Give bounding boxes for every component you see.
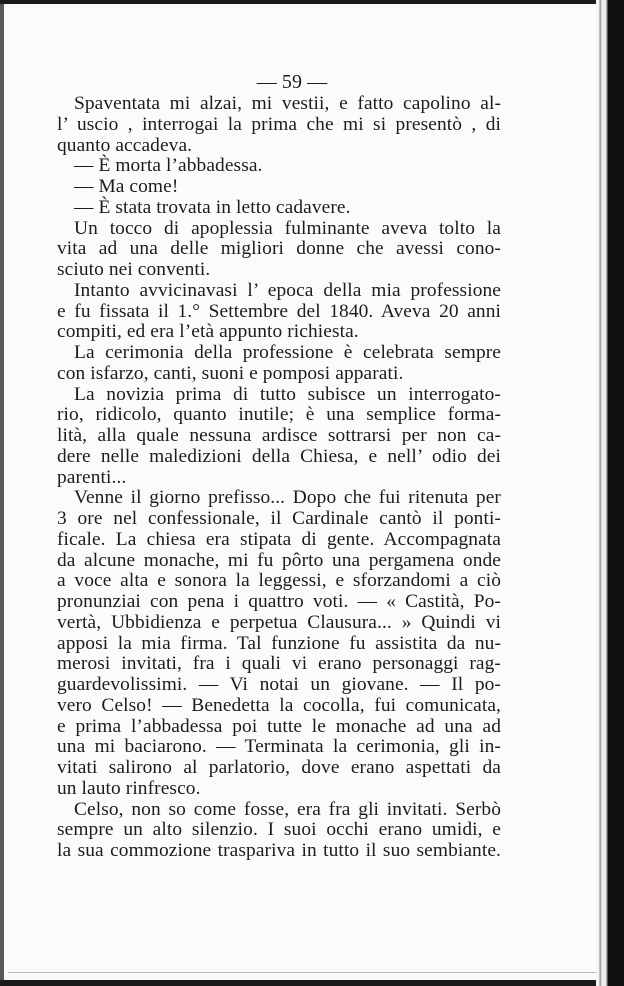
- text-line: guardevolissimi. — Vi notai un giovane. — Il po-: [57, 674, 501, 695]
- text-line: la sua commozione traspariva in tutto il suo sembiante.: [57, 840, 501, 861]
- text-line: La cerimonia della professione è celebrata sempre: [74, 342, 501, 363]
- text-line: La novizia prima di tutto subisce un interrogato-: [74, 383, 501, 405]
- text-line: e prima l’abbadessa poi tutte le monache ad una ad: [57, 715, 501, 737]
- text-line: una mi baciarono. — Terminata la cerimonia, gli in-: [57, 736, 501, 758]
- text-line: sempre un alto silenzio. I suoi occhi erano umidi, e: [57, 819, 501, 841]
- text-line: 3 ore nel confessionale, il Cardinale cantò il ponti-: [57, 508, 501, 529]
- text-line: — Ma come!: [74, 176, 179, 197]
- text-line: ficale. La chiesa era stipata di gente. Accompagnata: [57, 528, 501, 550]
- text-line: vitati salirono al parlatorio, dove erano aspettati da: [57, 757, 501, 778]
- text-line: Un tocco di apoplessia fulminante aveva tolto la: [74, 217, 501, 239]
- text-line: e fu fissata il 1.° Settembre del 1840. Aveva 20 anni: [57, 300, 501, 322]
- text-line: parenti...: [57, 466, 127, 488]
- page-fold-edge: [596, 0, 608, 986]
- page-text: [57, 62, 501, 862]
- text-line: vertà, Ubbidienza e perpetua Clausura... » Quindi vi: [57, 611, 501, 633]
- text-line: vita ad una delle migliori donne che avessi cono-: [57, 238, 501, 260]
- text-line: pronunziai con pena i quattro voti. — « Castità, Po-: [57, 591, 501, 612]
- text-line: vero Celso! — Benedetta la cocolla, fui comunicata,: [57, 694, 501, 716]
- text-line: a voce alta e sonora la leggessi, e sforzandomi a ciò: [57, 570, 501, 592]
- text-line: compiti, ed era l’età appunto richiesta.: [57, 321, 359, 343]
- text-line: — È morta l’abbadessa.: [74, 155, 263, 177]
- scan-background-right: [608, 0, 624, 986]
- body-text: [57, 94, 501, 862]
- text-line: con isfarzo, canti, suoni e pomposi apparati.: [57, 362, 404, 384]
- text-line: un lauto rinfresco.: [57, 777, 201, 799]
- text-line: da alcune monache, mi fu pôrto una pergamena onde: [57, 549, 501, 571]
- page-bottom-edge: [8, 972, 608, 973]
- text-line: sciuto nei conventi.: [57, 259, 211, 280]
- text-line: l’ uscio , interrogai la prima che mi si presentò , di: [57, 113, 501, 135]
- page-number: — 59 —: [256, 71, 328, 93]
- text-line: apposi la mia firma. Tal funzione fu assistita da nu-: [57, 632, 501, 654]
- text-line: rio, ridicolo, quanto inutile; è una semplice forma-: [57, 404, 501, 426]
- text-line: lità, alla quale nessuna ardisce sottrarsi per non ca-: [57, 425, 501, 446]
- text-line: — È stata trovata in letto cadavere.: [74, 196, 351, 218]
- text-line: Intanto avvicinavasi l’ epoca della mia professione: [74, 279, 501, 301]
- text-line: dere nelle maledizioni della Chiesa, e nell’ odio dei: [57, 445, 501, 467]
- text-line: Venne il giorno prefisso... Dopo che fui ritenuta per: [74, 487, 501, 509]
- text-line: Celso, non so come fosse, era fra gli invitati. Serbò: [74, 798, 501, 820]
- text-line: merosi invitati, fra i quali vi erano personaggi rag-: [57, 653, 501, 675]
- text-line: quanto accadeva.: [57, 134, 193, 156]
- text-line: Spaventata mi alzai, mi vestii, e fatto capolino al-: [74, 93, 501, 114]
